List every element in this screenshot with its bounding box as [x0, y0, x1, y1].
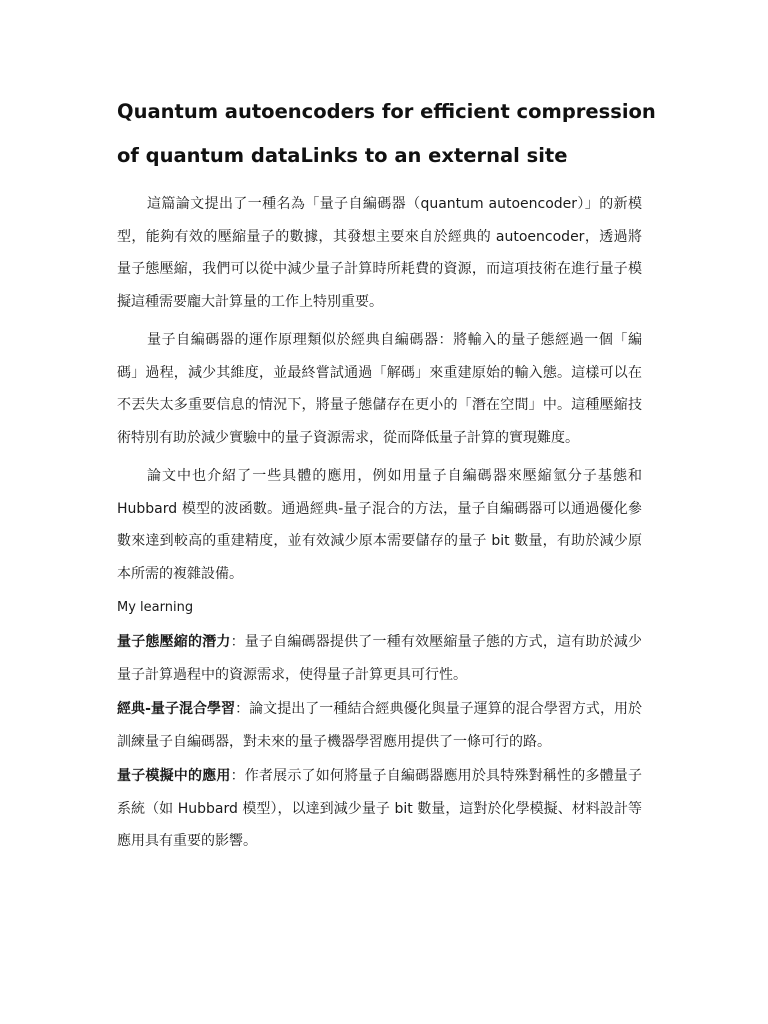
learning-item-1 — [117, 626, 642, 691]
summary-paragraph-3: 論文中也介紹了一些具體的應用，例如用量子自編碼器來壓縮氫分子基態和 Hubbard 模型的波函數。通過經典-量子混合的方法，量子自編碼器可以通過優化參數來達到較高的重建精度，並有效減少原本需要儲存的量子 bit 數量，有助於減少原本所需的複雜設備。 — [117, 468, 642, 582]
learning-text-3: ：作者展示了如何將量子自編碼器應用於具特殊對稱性的多體量子系統（如 Hubbard 模型），以達到減少量子 bit 數量，這對於化學模擬、材料設計等應用具有重要的影響。 — [117, 768, 643, 849]
learning-text-2: ：論文提出了一種結合經典優化與量子運算的混合學習方式，用於訓練量子自編碼器，對未來的量子機器學習應用提供了一條可行的路。 — [117, 701, 643, 750]
title-line-1: Quantum autoencoders for efficient compression — [117, 100, 656, 123]
learning-heading: My learning — [117, 600, 194, 615]
learning-term-1: 量子態壓縮的潛力 — [117, 634, 231, 650]
learning-term-3: 量子模擬中的應用 — [117, 768, 231, 784]
document-title — [117, 90, 656, 178]
learning-item-2 — [117, 693, 642, 758]
title-line-2: of quantum dataLinks to an external site — [117, 144, 568, 167]
summary-paragraph-1: 這篇論文提出了一種名為「量子自編碼器（quantum autoencoder）」的新模型，能夠有效的壓縮量子的數據，其發想主要來自於經典的 autoencoder，透過將量子態壓縮，我們可以從中減少量子計算時所耗費的資源，而這項技術在進行量子模擬這種需要龐大計算量的工作上特別重要。 — [117, 196, 642, 310]
learning-text-1: ：量子自編碼器提供了一種有效壓縮量子態的方式，這有助於減少量子計算過程中的資源需求，使得量子計算更具可行性。 — [117, 634, 643, 683]
learning-term-2: 經典-量子混合學習 — [117, 701, 236, 717]
learning-item-3 — [117, 760, 642, 858]
summary-paragraph-2: 量子自編碼器的運作原理類似於經典自編碼器：將輸入的量子態經過一個「編碼」過程，減少其維度，並最終嘗試通過「解碼」來重建原始的輸入態。這樣可以在不丟失太多重要信息的情況下，將量子態儲存在更小的「潛在空間」中。這種壓縮技術特別有助於減少實驗中的量子資源需求，從而降低量子計算的實現難度。 — [117, 332, 642, 446]
